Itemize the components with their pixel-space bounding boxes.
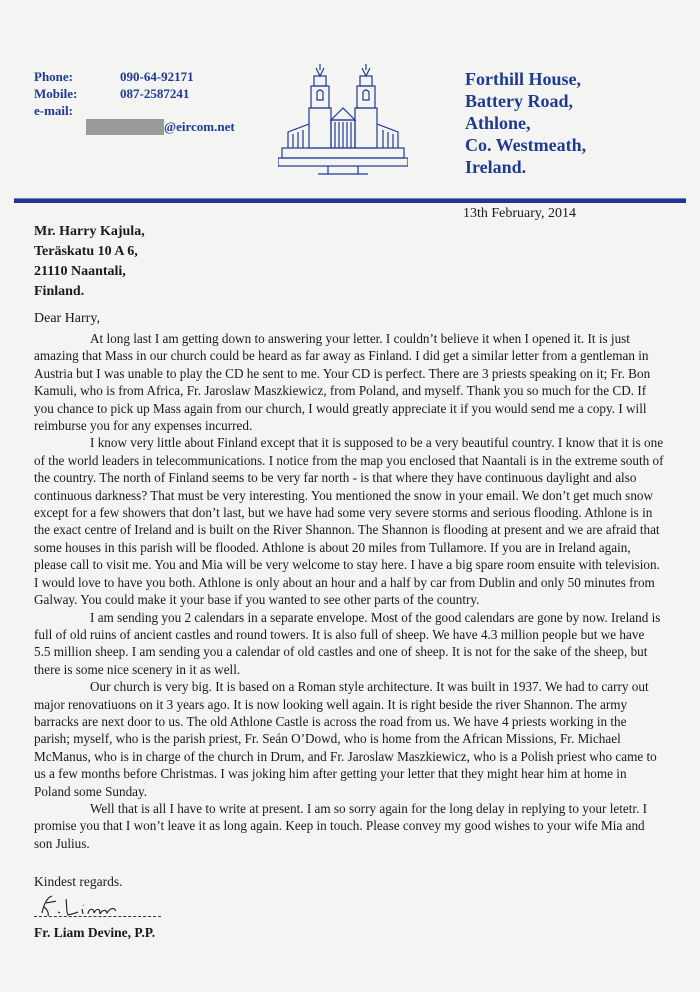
body-paragraph: Our church is very big. It is based on a Roman style architecture. It was built in 1937. We had to carry out major renovatiuons on it 3 years ago. It is now looking well again. It is right beside the river Shannon. The army barracks are next door to us. The old Athlone Castle is across the road from us. We have 4 priests working in the parish; myself, who is the parish priest, Fr. Seán O’Dowd, who is home from the African Missions, Fr. Michael McManus, who is in charge of the church in Drum, and Fr. Jaroslaw Maszkiewicz, who is a Polish priest who came to us a few months before Christmas. I was joking him after getting your letter that they might hear him at home in Poland some Sunday.	[34, 679, 657, 799]
recipient-address	[34, 222, 145, 302]
body-paragraph: I am sending you 2 calendars in a separate envelope. Most of the good calendars are gone by now. Ireland is full of old ruins of ancient castles and round towers. It is also full of sheep. We have 4.3 million people but we have 5.5 million sheep. I am sending you a calendar of old castles and one of sheep. It is not for the sake of the sheep, but there is some nice scenery in it as well.	[34, 609, 661, 677]
recipient-line: 21110 Naantali,	[34, 264, 126, 279]
email-row	[34, 102, 194, 119]
address-line: Athlone,	[465, 113, 531, 133]
body-paragraph: Well that is all I have to write at present. I am so sorry again for the long delay in replying to your letetr. I promise you that I won’t leave it as long again. Keep in touch. Please convey my good wishes to your wife Mia and son Julius.	[34, 800, 648, 851]
letterhead-address	[465, 68, 586, 178]
recipient-line: Finland.	[34, 284, 85, 299]
phone-number: 090-64-92171	[120, 69, 194, 84]
address-line: Forthill House,	[465, 69, 581, 89]
email-address	[86, 119, 235, 135]
email-label: e-mail:	[34, 103, 73, 118]
church-logo-icon	[278, 62, 408, 187]
letter-date: 13th February, 2014	[463, 206, 577, 221]
letter-body	[34, 330, 664, 852]
mobile-number: 087-2587241	[120, 86, 190, 101]
redacted-email-user	[86, 119, 164, 135]
signer-name: Fr. Liam Devine, P.P.	[34, 925, 156, 940]
closing: Kindest regards.	[34, 874, 123, 889]
salutation: Dear Harry,	[34, 311, 100, 326]
body-paragraph: I know very little about Finland except that it is supposed to be a very beautiful country. I know that it is one of the world leaders in telecommunications. I notice from the map you enclosed that Naantali is in the extreme south of the country. The north of Finland seems to be very far north - is that where they have continuous daylight and also continuous darkness? That must be very interesting. You mentioned the snow in your email. We don’t get much snow except for a few showers that don’t last, but we have had some very severe storms and serious flooding. Athlone is in the exact centre of Ireland and is built on the River Shannon. The Shannon is flooding at present and we are afraid that some houses in this parish will be flooded. Athlone is about 20 miles from Tullamore. If you are in Ireland again, please call to visit me. You and Mia will be very welcome to stay here. I have a big spare room ensuite with television. I would love to have you both. Athlone is only about an hour and a half by car from Dublin and only 50 minutes from Galway. You could make it your base if you wanted to see other parts of the country.	[34, 435, 664, 608]
handwritten-signature	[34, 893, 134, 924]
email-domain: @eircom.net	[164, 119, 235, 134]
recipient-line: Teräskatu 10 A 6,	[34, 244, 138, 259]
address-line: Co. Westmeath,	[465, 135, 587, 155]
mobile-row	[34, 85, 194, 102]
body-paragraph: At long last I am getting down to answering your letter. I couldn’t believe it when I opened it. It is just amazing that Mass in our church could be heard as far away as Finland. I did get a similar letter from a gentleman in Austria but I was unable to play the CD he sent to me. Your CD is perfect. There are 3 priests speaking on it; Fr. Bon Kamuli, who is from Africa, Fr. Jaroslaw Maszkiewicz, from Poland, and myself. Thank you so much for the CD. If you chance to pick up Mass again from our church, I would greatly appreciate it if you would send me a copy. I will reimburse you for any expenses incurred.	[34, 331, 651, 434]
letterhead-divider	[14, 198, 686, 203]
address-line: Battery Road,	[465, 91, 573, 111]
phone-row	[34, 68, 194, 85]
signature-line	[34, 916, 161, 917]
address-line: Ireland.	[465, 157, 527, 177]
contact-block	[34, 68, 194, 119]
phone-label: Phone:	[34, 69, 73, 84]
recipient-line: Mr. Harry Kajula,	[34, 224, 145, 239]
mobile-label: Mobile:	[34, 86, 78, 101]
